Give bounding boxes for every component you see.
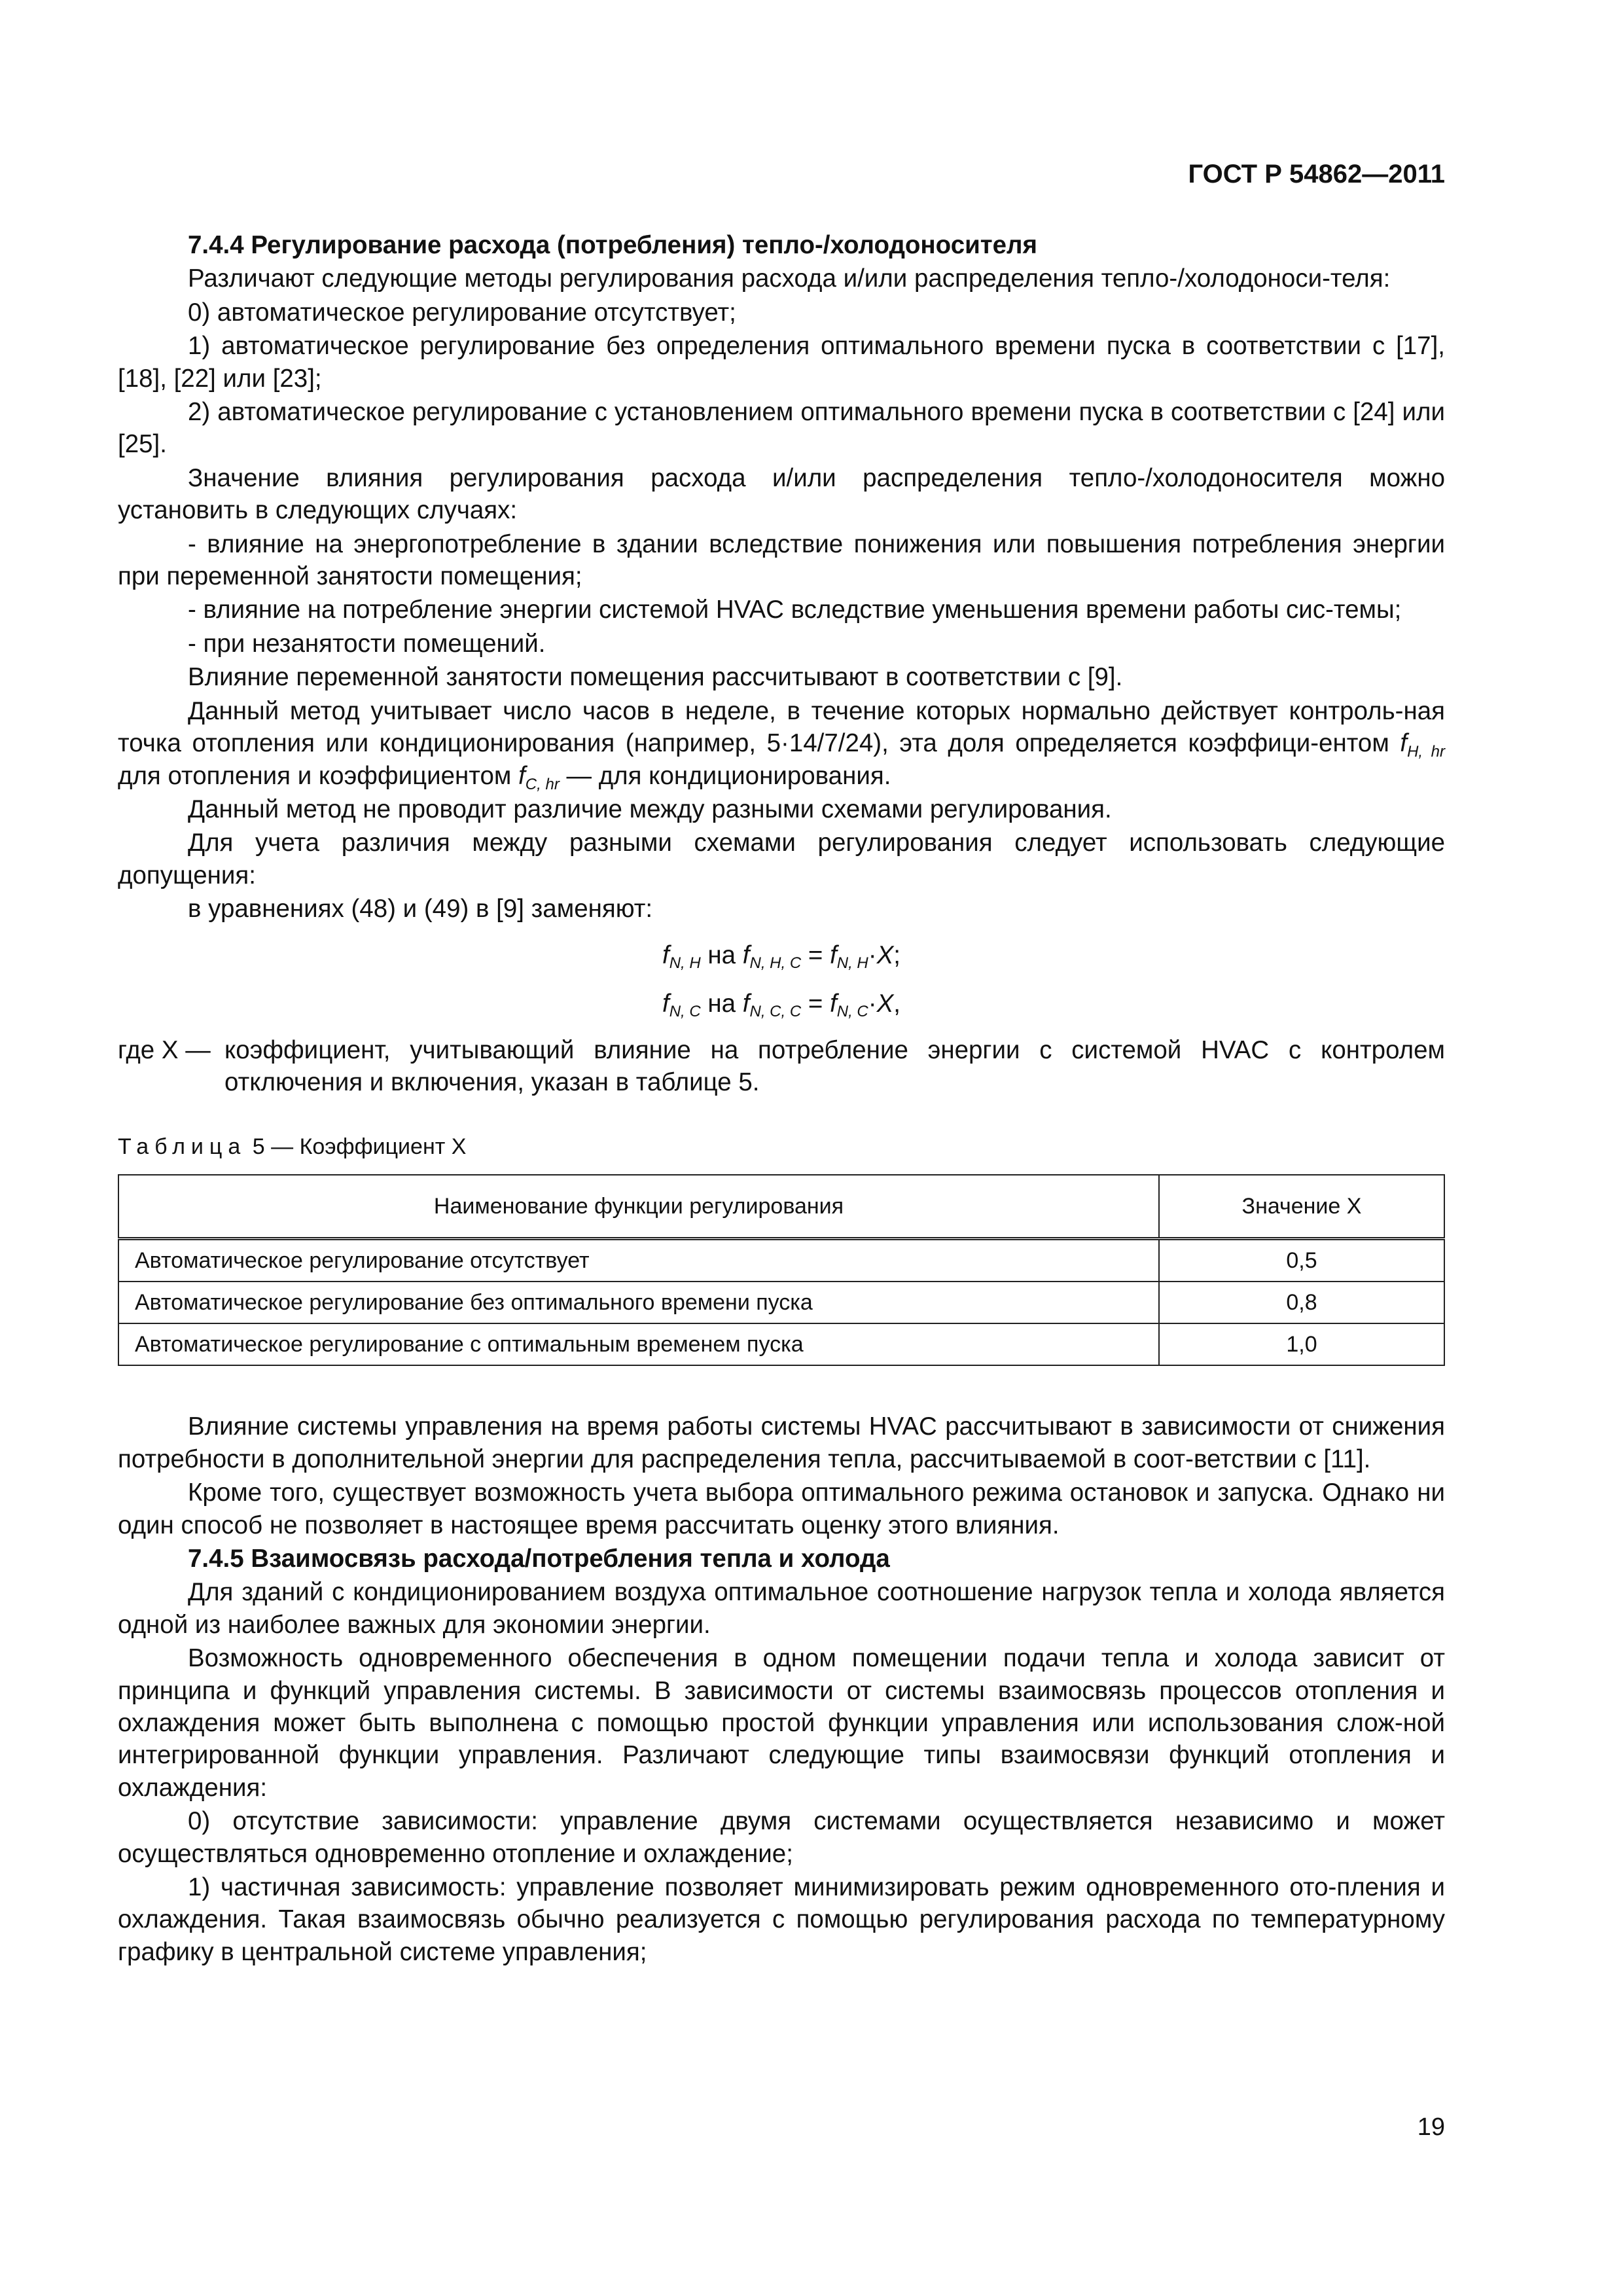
formula-symbol: f (742, 941, 750, 969)
formula-subscript: N, C (669, 1002, 701, 1020)
paragraph: Влияние системы управления на время работы системы HVAC рассчитывают в зависимости от снижения потребности в дополнительной энергии для распределения тепла, рассчитываемой в соот-ветствии с [11]. (118, 1412, 1445, 1473)
formula-symbol: X (876, 941, 894, 969)
formula-symbol: f (662, 941, 669, 969)
column-header-value: Значение X (1159, 1175, 1444, 1239)
paragraph: Влияние переменной занятости помещения рассчитывают в соответствии с [9]. (188, 663, 1123, 692)
list-item: - при незанятости помещений. (188, 629, 546, 658)
formula-subscript: H, hr (1407, 743, 1445, 761)
formula-subscript: N, C, C (749, 1002, 802, 1020)
paragraph: Для учета различия между разными схемами регулирования следует использовать следующие допущения: (118, 829, 1445, 889)
document-body (118, 229, 1445, 1969)
table-cell-name: Автоматическое регулирование без оптимального времени пуска (118, 1282, 1159, 1323)
list-item: 1) автоматическое регулирование без определения оптимального времени пуска в соответствии с [17], [18], [22] или [23]; (118, 332, 1445, 393)
table-cell-value: 1,0 (1159, 1323, 1444, 1365)
formula-symbol: f (830, 941, 837, 969)
formula-equals: = (808, 989, 823, 1018)
paragraph (118, 695, 1445, 792)
formula-equals: = (808, 941, 823, 969)
paragraph: Данный метод не проводит различие между разными схемами регулирования. (188, 795, 1112, 823)
formula-subscript: N, H (836, 954, 868, 972)
where-clause (118, 1034, 1445, 1099)
formula-symbol: f (518, 761, 526, 790)
formula-2: $f_{N, C}$ на $f_{N, C, C} = f_{N, C}\cdot X$, (662, 989, 901, 1020)
formula-subscript: N, H (669, 954, 701, 972)
where-label: где X — (118, 1035, 211, 1064)
table-row (118, 1239, 1444, 1282)
list-item: 2) автоматическое регулирование с установлением оптимального времени пуска в соответствии с [24] или [25]. (118, 398, 1445, 459)
paragraph: Значение влияния регулирования расхода и/или распределения тепло-/холодоносителя можно установить в следующих случаях: (118, 463, 1445, 525)
formula-end: ; (893, 941, 901, 969)
table-cell-value: 0,5 (1159, 1239, 1444, 1282)
list-item: 1) частичная зависимость: управление позволяет минимизировать режим одновременного ото-пления и охлаждения. Такая взаимосвязь обычно реализуется с помощью регулирования расхода по температурному графику в центральной системе управления; (118, 1873, 1445, 1966)
standard-code: ГОСТ Р 54862—2011 (1188, 160, 1445, 188)
table-row (118, 1282, 1444, 1323)
formula-subscript: C, hr (525, 775, 560, 793)
formula-symbol: f (1400, 729, 1408, 758)
paragraph: Для зданий с кондиционированием воздуха оптимальное соотношение нагрузок тепла и холода является одной из наиболее важных для экономии энергии. (118, 1578, 1445, 1639)
table-caption-word: Таблица (118, 1134, 247, 1160)
text-span: — для кондиционирования. (559, 761, 891, 790)
table-cell-name: Автоматическое регулирование отсутствует (118, 1239, 1159, 1282)
list-item: - влияние на потребление энергии системой HVAC вследствие уменьшения времени работы сис-темы; (188, 596, 1402, 624)
formula-word: на (707, 941, 736, 969)
page-number: 19 (1417, 2113, 1445, 2141)
paragraph: в уравнениях (48) и (49) в [9] заменяют: (188, 895, 653, 924)
table-cell-name: Автоматическое регулирование с оптимальным временем пуска (118, 1323, 1159, 1365)
table-cell-value: 0,8 (1159, 1282, 1444, 1323)
column-header-name: Наименование функции регулирования (118, 1175, 1159, 1239)
where-text: коэффициент, учитывающий влияние на потребление энергии с системой HVAC с контролем отключения и включения, указан в таблице 5. (224, 1035, 1445, 1096)
list-item: 0) отсутствие зависимости: управление двумя системами осуществляется независимо и может осуществляться одновременно отопление и охлаждение; (118, 1807, 1445, 1868)
table-caption (118, 1132, 1445, 1161)
formula-symbol: X (876, 989, 894, 1018)
formula-word: на (707, 989, 736, 1018)
formula-1: $f_{N, H}$ на $f_{N, H, C} = f_{N, H}\cdot X$; (662, 941, 901, 972)
paragraph: Возможность одновременного обеспечения в одном помещении подачи тепла и холода зависит от принципа и функций управления системы. В зависимости от системы взаимосвязь процессов отопления и охлаждения может быть выполнена с помощью простой функции управления или использования слож-ной интегрированной функции управления. Различают следующие типы взаимосвязи функций отопления и охлаждения: (118, 1644, 1445, 1802)
table-caption-rest: 5 — Коэффициент X (252, 1134, 467, 1160)
table-row (118, 1323, 1444, 1365)
list-item: 0) автоматическое регулирование отсутствует; (188, 298, 736, 327)
formula-symbol: f (742, 989, 750, 1018)
section-heading-7-4-4: 7.4.4 Регулирование расхода (потребления) тепло-/холодоносителя (188, 231, 1037, 259)
formula-subscript: N, H, C (749, 954, 802, 972)
list-item: - влияние на энергопотребление в здании вследствие понижения или повышения потребления энергии при переменной занятости помещения; (118, 529, 1445, 591)
paragraph: Кроме того, существует возможность учета выбора оптимального режима остановок и запуска. Однако ни один способ не позволяет в настоящее время рассчитать оценку этого влияния. (118, 1479, 1445, 1539)
table-header-row (118, 1175, 1444, 1239)
text-span: Данный метод учитывает число часов в неделе, в течение которых нормально действует контроль-ная точка отопления или кондиционирования (например, 5·14/7/24), эта доля определяется коэффици-ентом (118, 696, 1445, 758)
section-heading-7-4-5: 7.4.5 Взаимосвязь расхода/потребления тепла и холода (188, 1544, 890, 1573)
formula-symbol: f (830, 989, 837, 1018)
coefficient-table (118, 1174, 1445, 1366)
formula-symbol: f (662, 989, 669, 1018)
paragraph: Различают следующие методы регулирования расхода и/или распределения тепло-/холодоноси-теля: (188, 264, 1391, 293)
text-span: для отопления и коэффициентом (118, 761, 519, 790)
formula-subscript: N, C (836, 1002, 868, 1020)
formula-end: , (893, 989, 901, 1018)
